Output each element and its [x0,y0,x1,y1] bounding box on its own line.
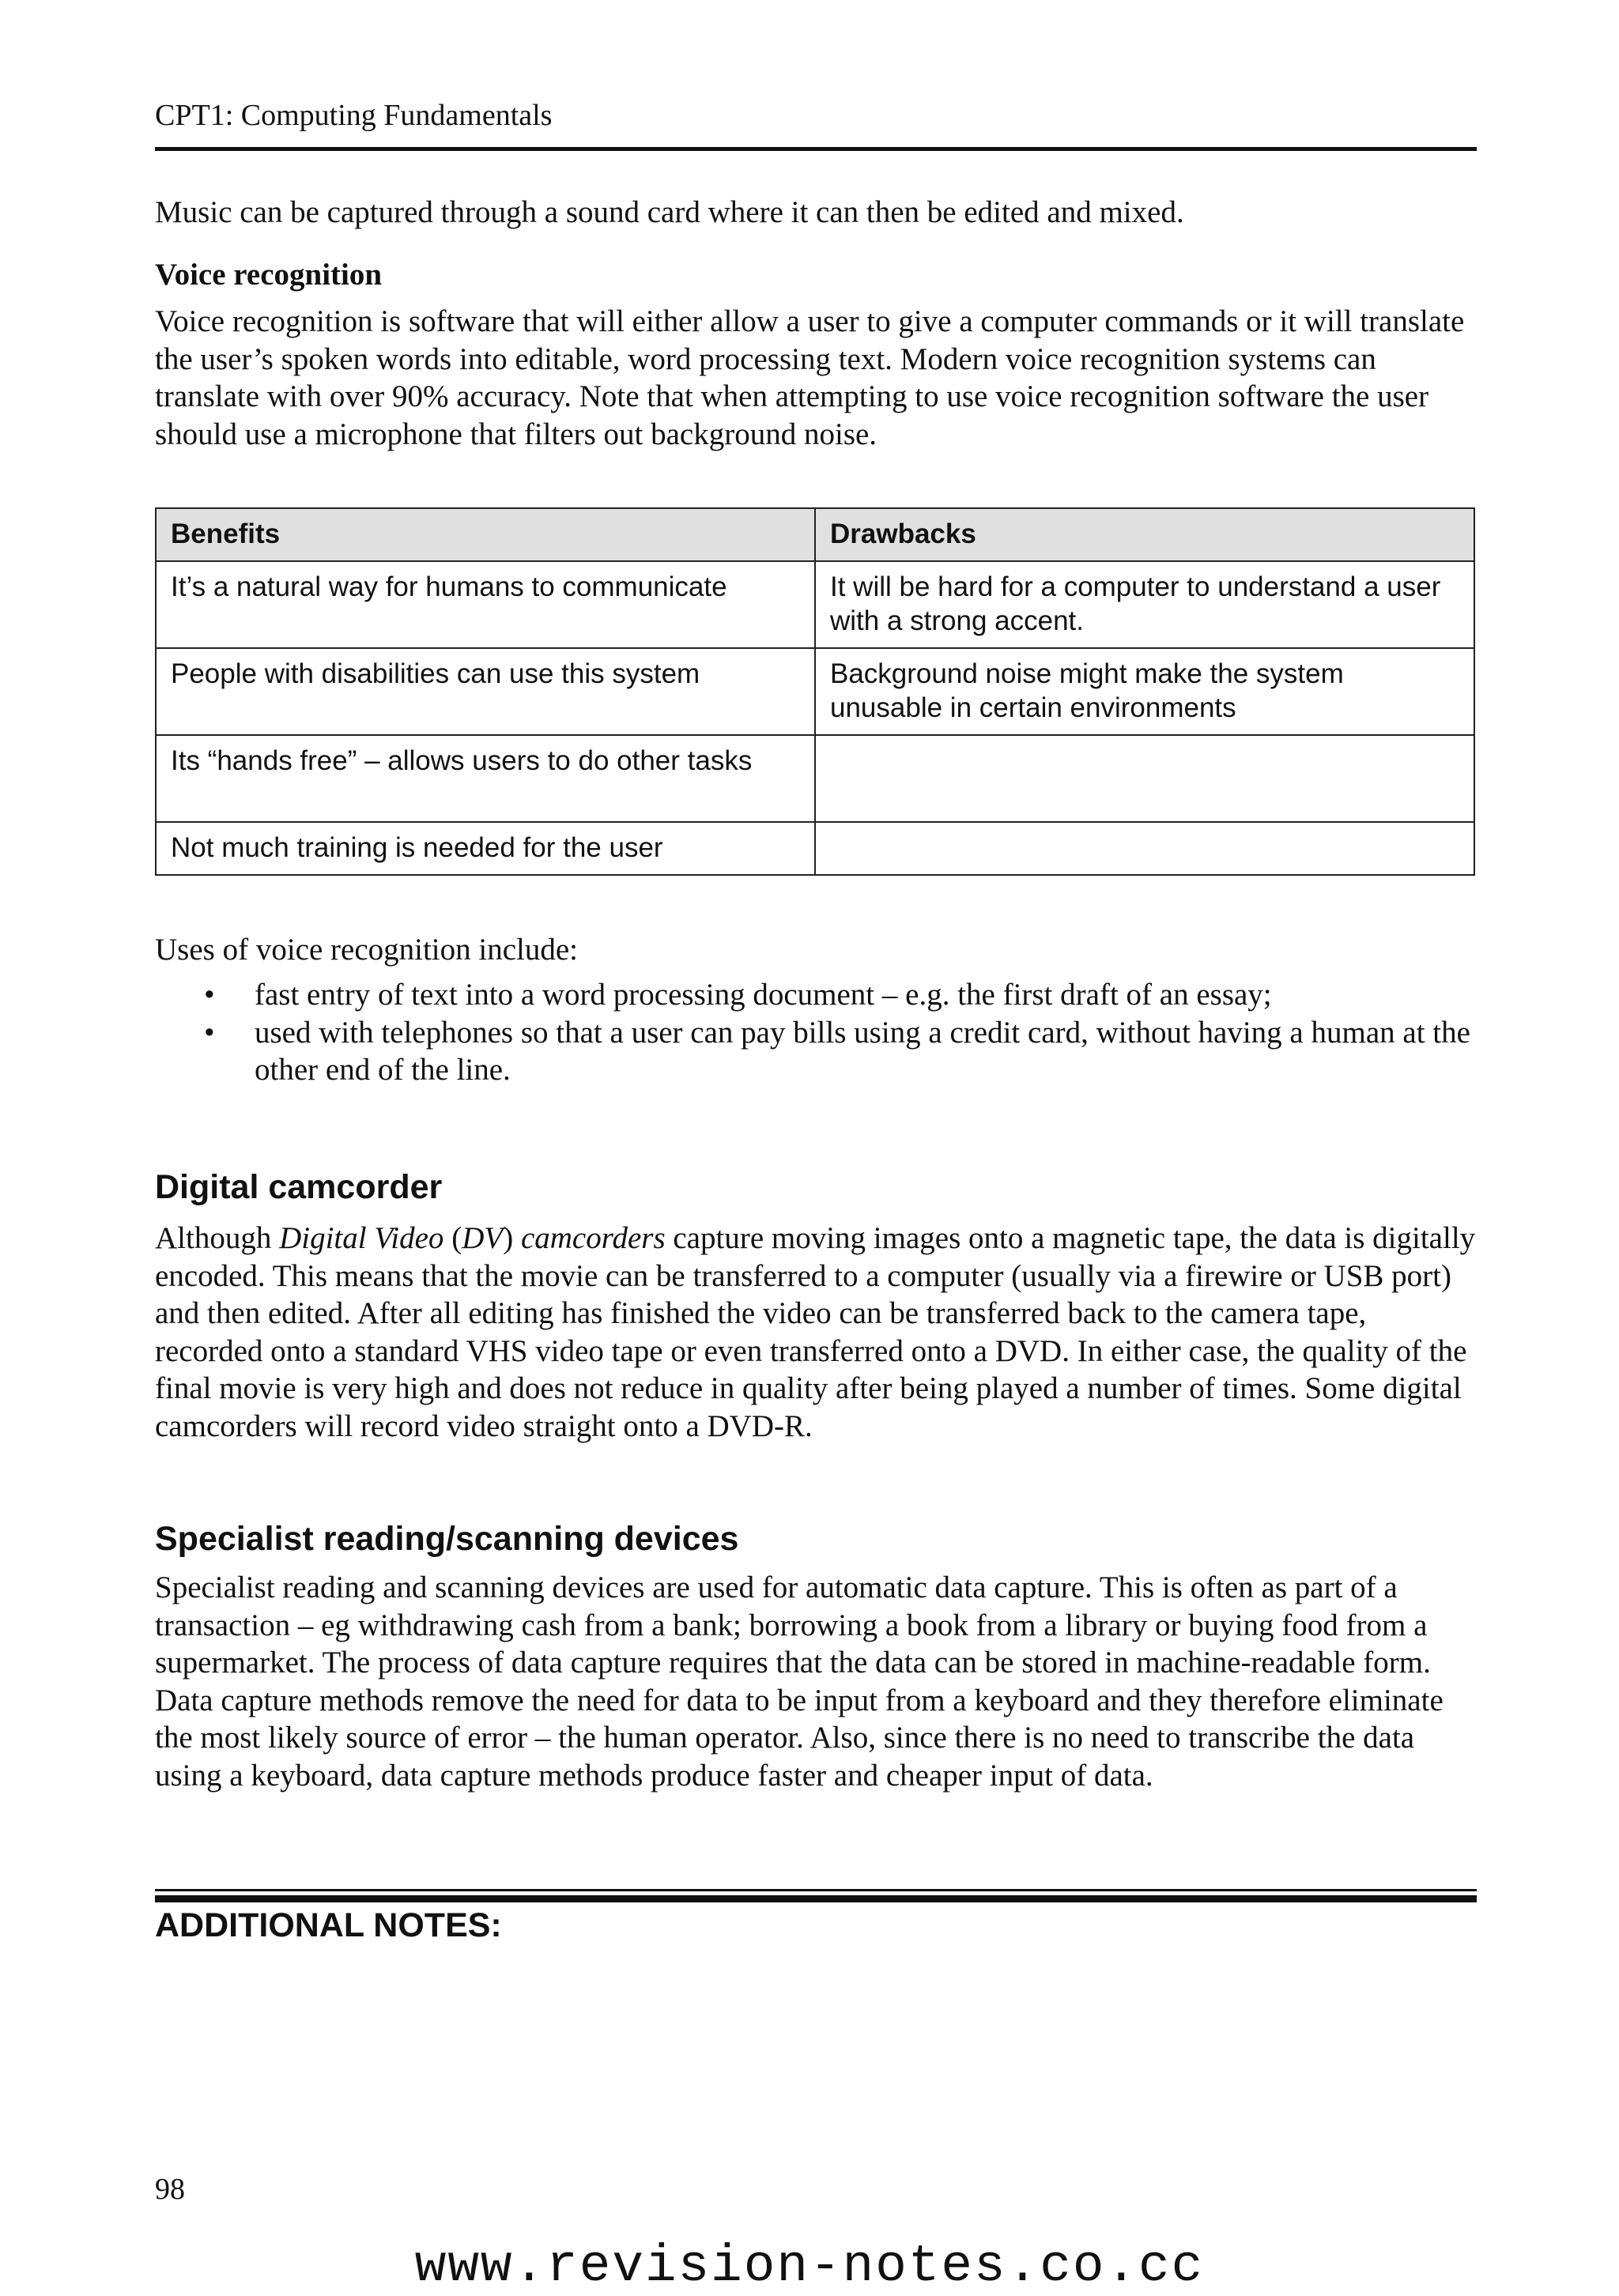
bullet-icon: • [204,1015,215,1050]
watermark-url: www.revision-notes.co.cc [414,2237,1205,2296]
uses-list [155,976,1477,1089]
table-cell [815,822,1474,875]
benefits-drawbacks-table [155,507,1475,876]
uses-intro: Uses of voice recognition include: [155,933,579,967]
table-row [156,561,1474,648]
digital-camcorder-paragraph [155,1220,1477,1445]
paragraph-text: capture moving images onto a magnetic tape, the data is digitally encoded. This means that the movie can be transferred to a computer (usually via a firewire or USB port) and then edited. After all editing has finished the video can be transferred back to the camera tape, recorded onto a standard VHS video tape or even transferred onto a DVD. In either case, the quality of the final movie is very high and does not reduce in quality after being played a number of times. Some digital camcorders will record video straight onto a DVD-R. [155,1221,1476,1443]
specialist-devices-paragraph: Specialist reading and scanning devices are used for automatic data capture. This is often as part of a transaction – eg withdrawing cash from a bank; borrowing a book from a library or buying food from a supermarket. The process of data capture requires that the data can be stored in machine-readable form. Data capture methods remove the need for data to be input from a keyboard and they therefore eliminate the most likely source of error – the human operator. Also, since there is no need to transcribe the data using a keyboard, data capture methods produce faster and cheaper input of data. [155,1570,1444,1793]
term-dv: DV [462,1221,504,1255]
table-row [156,648,1474,735]
table-cell: It will be hard for a computer to understand a user with a strong accent. [815,561,1474,648]
table-cell: People with disabilities can use this system [156,648,815,735]
paragraph-text: ( [443,1221,462,1255]
term-camcorders: camcorders [520,1221,666,1255]
list-item-text: fast entry of text into a word processing document – e.g. the first draft of an essay; [255,978,1272,1012]
term-digital-video: Digital Video [279,1221,444,1255]
table-row [156,822,1474,875]
notes-rule-thick [155,1895,1477,1902]
sound-card-paragraph: Music can be captured through a sound card where it can then be edited and mixed. [155,195,1184,229]
additional-notes-heading: ADDITIONAL NOTES: [155,1906,502,1944]
running-head: CPT1: Computing Fundamentals [155,99,553,132]
voice-recognition-heading: Voice recognition [155,258,383,292]
specialist-devices-heading: Specialist reading/scanning devices [155,1520,739,1558]
bullet-icon: • [204,978,215,1012]
paragraph-text: Although [155,1221,280,1255]
header-rule [155,147,1477,151]
notes-rule-thin [155,1889,1477,1891]
digital-camcorder-heading: Digital camcorder [155,1168,443,1206]
voice-recognition-paragraph: Voice recognition is software that will either allow a user to give a computer commands or it will translate the user’s spoken words into editable, word processing text. Modern voice recognition systems can translate with over 90% accuracy. Note that when attempting to use voice recognition software the user should use a microphone that filters out background noise. [155,304,1465,451]
page-number: 98 [155,2173,185,2206]
table-cell: Its “hands free” – allows users to do other tasks [156,735,815,822]
table-cell [815,735,1474,822]
table-header-drawbacks: Drawbacks [815,508,1474,561]
table-cell: Background noise might make the system unusable in certain environments [815,648,1474,735]
table-row [156,735,1474,822]
table-header-benefits: Benefits [156,508,815,561]
table-cell: Not much training is needed for the user [156,822,815,875]
list-item-text: used with telephones so that a user can pay bills using a credit card, without having a human at the other end of the line. [255,1015,1470,1087]
paragraph-text: ) [503,1221,521,1255]
table-header-row [156,508,1474,561]
list-item [155,976,1477,1014]
list-item [155,1014,1477,1089]
table-cell: It’s a natural way for humans to communicate [156,561,815,648]
